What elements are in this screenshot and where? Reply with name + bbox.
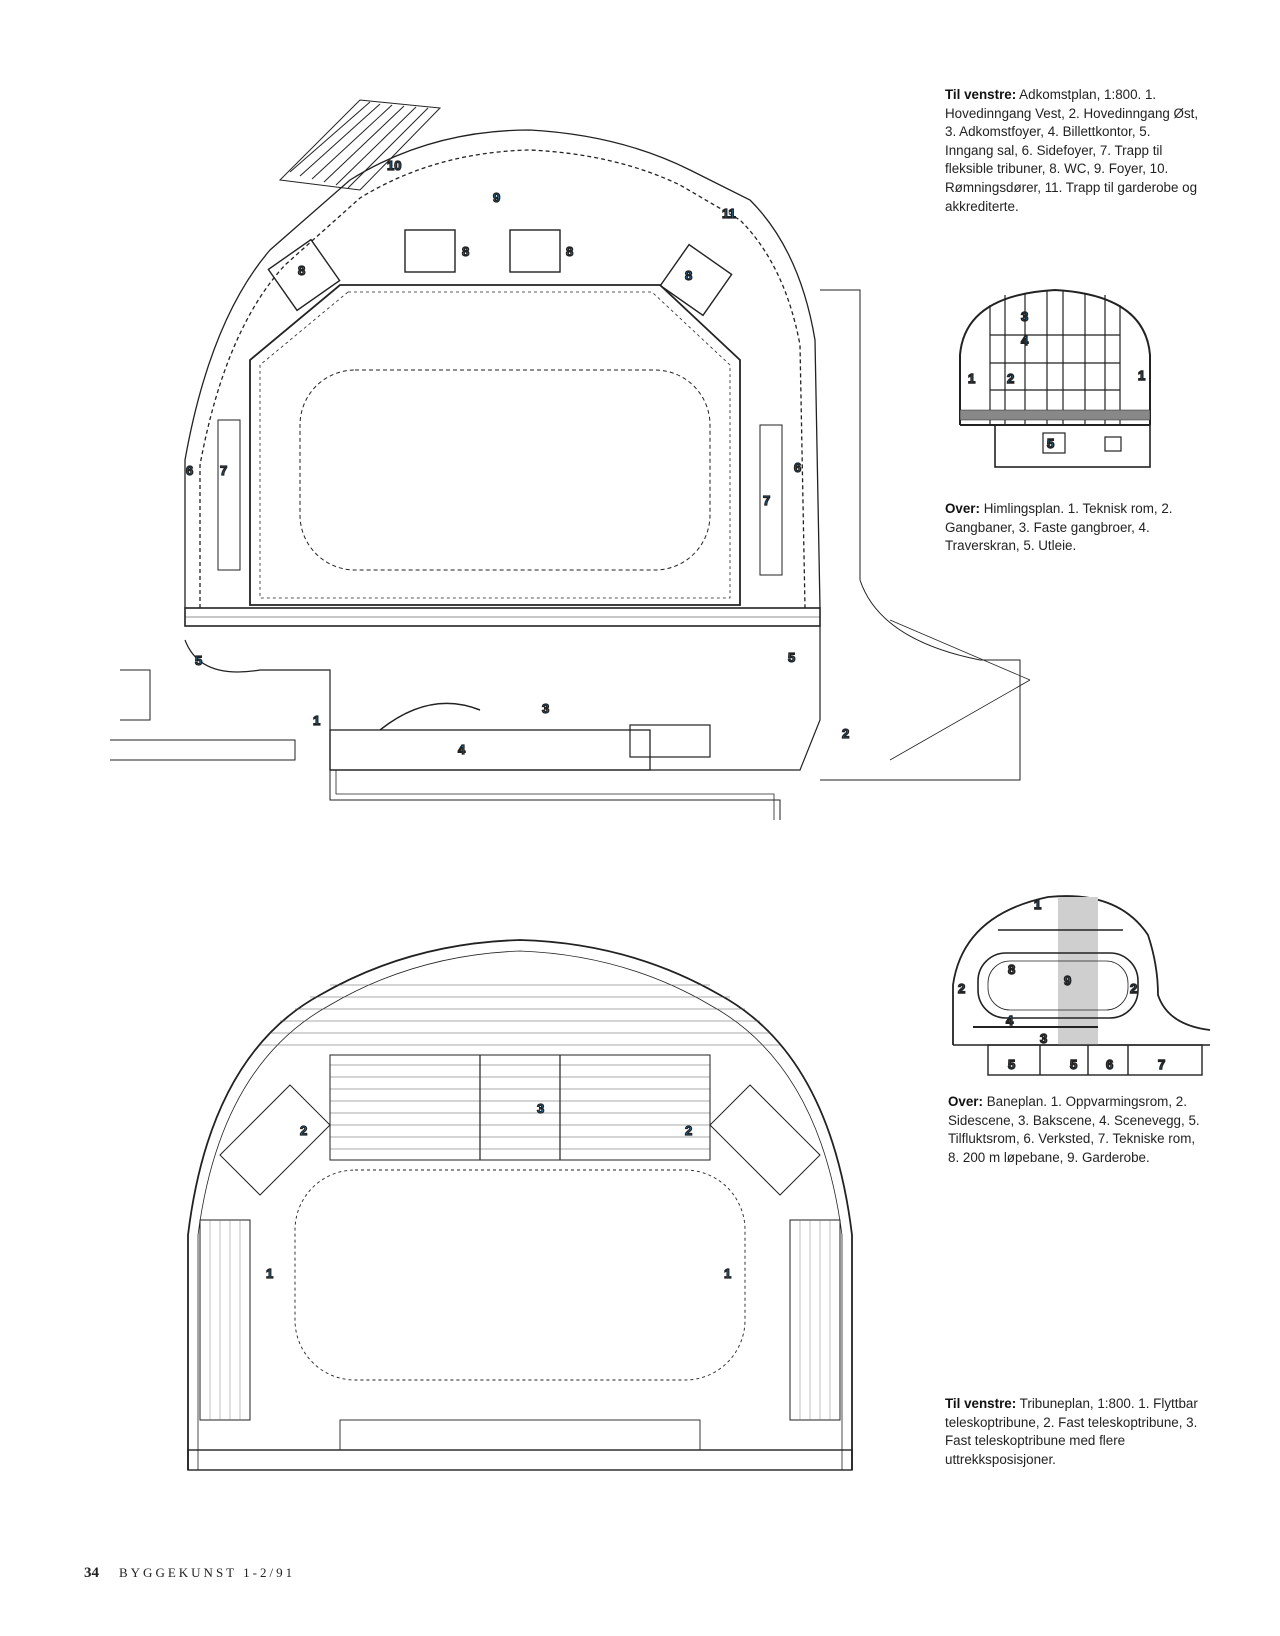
caption-lead: Til venstre: [945, 1396, 1017, 1411]
label-1a: 1 [968, 371, 976, 386]
label-2b: 2 [1130, 981, 1138, 996]
label-1b: 1 [1138, 368, 1146, 383]
caption-text: Tribuneplan, 1:800. 1. Flyttbar teleskoptribune, 2. Fast teleskoptribune, 3. Fast teleskoptribune med flere uttrekksposisjoner. [945, 1396, 1198, 1467]
label-7: 7 [1158, 1057, 1166, 1072]
label-3: 3 [542, 701, 550, 716]
magazine-name: BYGGEKUNST 1-2/91 [119, 1565, 296, 1580]
caption-text: Himlingsplan. 1. Teknisk rom, 2. Gangbaner, 3. Faste gangbroer, 4. Traverskran, 5. Utleie. [945, 501, 1173, 554]
label-3: 3 [1021, 309, 1029, 324]
label-7b: 7 [763, 493, 771, 508]
label-1a: 1 [266, 1266, 274, 1281]
label-8d: 8 [685, 268, 693, 283]
page-number: 34 [84, 1565, 99, 1581]
label-1: 1 [313, 713, 321, 728]
label-4: 4 [1006, 1013, 1014, 1028]
label-5a: 5 [1008, 1057, 1016, 1072]
caption-himlingsplan [945, 500, 1200, 556]
label-6a: 6 [186, 463, 194, 478]
label-2a: 2 [300, 1123, 308, 1138]
caption-text: Adkomstplan, 1:800. 1. Hovedinngang Vest, 2. Hovedinngang Øst, 3. Adkomstfoyer, 4. Billettkontor, 5. Inngang sal, 6. Sidefoyer, 7. Trapp til fleksible tribuner, 8. WC, 9. Foyer, 10. Rømningsdører, 11. Trapp til garderobe og akkrediterte. [945, 87, 1199, 214]
label-2b: 2 [685, 1123, 693, 1138]
label-7a: 7 [220, 463, 228, 478]
caption-lead: Over: [948, 1094, 983, 1109]
caption-tribuneplan [945, 1395, 1200, 1469]
label-11: 11 [722, 206, 736, 221]
label-8: 8 [1008, 962, 1016, 977]
label-1: 1 [1034, 897, 1042, 912]
caption-text: Baneplan. 1. Oppvarmingsrom, 2. Sidescene, 3. Bakscene, 4. Scenevegg, 5. Tilfluktsrom, 6. Verksted, 7. Tekniske rom, 8. 200 m løpebane, 9. Garderobe. [948, 1094, 1200, 1165]
adkomst-plan-drawing [100, 80, 850, 860]
caption-adkomstplan [945, 86, 1200, 216]
label-4: 4 [1021, 333, 1029, 348]
label-2a: 2 [958, 981, 966, 996]
label-8c: 8 [566, 244, 574, 259]
label-5a: 5 [195, 653, 203, 668]
label-2: 2 [842, 726, 850, 741]
label-9: 9 [493, 190, 501, 205]
label-9: 9 [1064, 973, 1072, 988]
label-4: 4 [458, 742, 466, 757]
label-5b: 5 [788, 650, 796, 665]
page-footer [84, 1565, 295, 1582]
caption-lead: Over: [945, 501, 980, 516]
label-5b: 5 [1070, 1057, 1078, 1072]
caption-lead: Til venstre: [945, 87, 1017, 102]
label-2: 2 [1007, 371, 1015, 386]
tribune-plan-drawing [180, 935, 860, 1475]
label-8b: 8 [462, 244, 470, 259]
label-3: 3 [1040, 1031, 1048, 1046]
label-8a: 8 [298, 263, 306, 278]
label-10: 10 [387, 158, 402, 173]
himlings-plan-drawing [955, 285, 1155, 480]
label-3: 3 [537, 1101, 545, 1116]
label-6: 6 [1106, 1057, 1114, 1072]
label-5: 5 [1047, 436, 1055, 451]
caption-baneplan [948, 1093, 1203, 1167]
label-1b: 1 [724, 1266, 732, 1281]
bane-plan-drawing [948, 885, 1210, 1085]
label-6b: 6 [794, 460, 802, 475]
